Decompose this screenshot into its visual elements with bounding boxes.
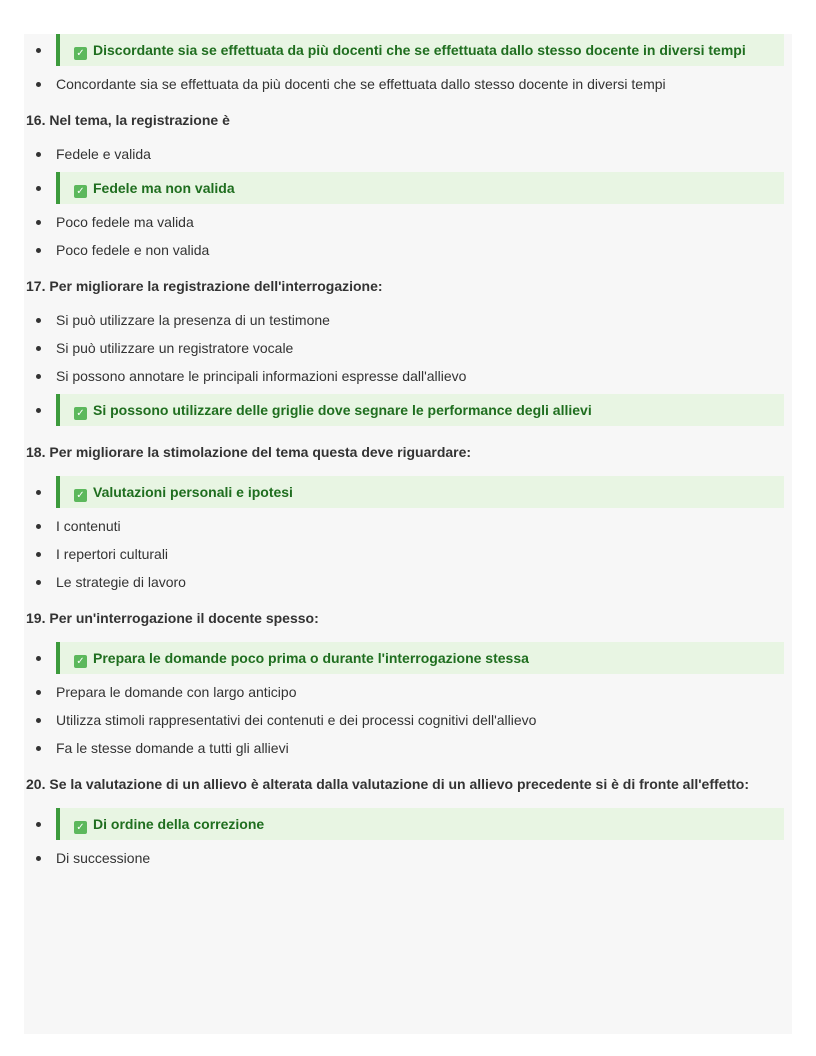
option-text: Di successione: [56, 850, 151, 866]
option-text: Si possono annotare le principali informazioni espresse dall'allievo: [56, 368, 467, 384]
question-16-title: 16. Nel tema, la registrazione è: [26, 112, 230, 128]
option-text: Si può utilizzare un registratore vocale: [56, 340, 294, 356]
question-20-title: 20. Se la valutazione di un allievo è alterata dalla valutazione di un allievo precedente si è di fronte all'effetto:: [26, 776, 749, 792]
check-mark-icon: ✓: [74, 185, 87, 198]
check-mark-icon: ✓: [74, 655, 87, 668]
option-text: Fedele ma non valida: [93, 180, 235, 196]
q15-options: [56, 34, 784, 94]
option: [56, 74, 784, 94]
option-correct: [56, 172, 784, 204]
check-mark-icon: ✓: [74, 821, 87, 834]
correct-answer: [56, 642, 784, 674]
quiz-page: [24, 34, 792, 1034]
option: [56, 310, 784, 330]
option-text: Prepara le domande poco prima o durante l'interrogazione stessa: [93, 650, 529, 666]
option-text: Prepara le domande con largo anticipo: [56, 684, 297, 700]
option-correct: [56, 642, 784, 674]
option-text: I contenuti: [56, 518, 121, 534]
option: [56, 366, 784, 386]
q17-options: [56, 310, 784, 426]
q20-options: [56, 808, 784, 868]
correct-answer: [56, 476, 784, 508]
correct-answer: [56, 34, 784, 66]
option-text: Si può utilizzare la presenza di un testimone: [56, 312, 330, 328]
option-text: Le strategie di lavoro: [56, 574, 186, 590]
option-correct: [56, 394, 784, 426]
option: [56, 738, 784, 758]
q19-options: [56, 642, 784, 758]
check-mark-icon: ✓: [74, 407, 87, 420]
option-text: Fa le stesse domande a tutti gli allievi: [56, 740, 289, 756]
option: [56, 710, 784, 730]
question-17-title: 17. Per migliorare la registrazione dell'interrogazione:: [26, 278, 383, 294]
option: [56, 572, 784, 592]
option-text: Poco fedele e non valida: [56, 242, 210, 258]
option: [56, 240, 784, 260]
q16-options: [56, 144, 784, 260]
option: [56, 212, 784, 232]
correct-answer: [56, 172, 784, 204]
correct-answer: [56, 394, 784, 426]
option-text: Concordante sia se effettuata da più docenti che se effettuata dallo stesso docente in diversi tempi: [56, 76, 666, 92]
option-correct: [56, 476, 784, 508]
option-correct: [56, 808, 784, 840]
option-text: Fedele e valida: [56, 146, 151, 162]
option-text: Di ordine della correzione: [93, 816, 265, 832]
question-19-title: 19. Per un'interrogazione il docente spesso:: [26, 610, 319, 626]
option: [56, 144, 784, 164]
option: [56, 848, 784, 868]
option-text: Discordante sia se effettuata da più docenti che se effettuata dallo stesso docente in diversi tempi: [93, 42, 746, 58]
option-text: Poco fedele ma valida: [56, 214, 194, 230]
option: [56, 682, 784, 702]
option-text: Si possono utilizzare delle griglie dove segnare le performance degli allievi: [93, 402, 592, 418]
option: [56, 544, 784, 564]
question-18-title: 18. Per migliorare la stimolazione del tema questa deve riguardare:: [26, 444, 472, 460]
option-correct: [56, 34, 784, 66]
correct-answer: [56, 808, 784, 840]
check-mark-icon: ✓: [74, 489, 87, 502]
option: [56, 338, 784, 358]
option-text: I repertori culturali: [56, 546, 169, 562]
check-mark-icon: ✓: [74, 47, 87, 60]
q18-options: [56, 476, 784, 592]
option-text: Utilizza stimoli rappresentativi dei contenuti e dei processi cognitivi dell'allievo: [56, 712, 537, 728]
option: [56, 516, 784, 536]
option-text: Valutazioni personali e ipotesi: [93, 484, 293, 500]
